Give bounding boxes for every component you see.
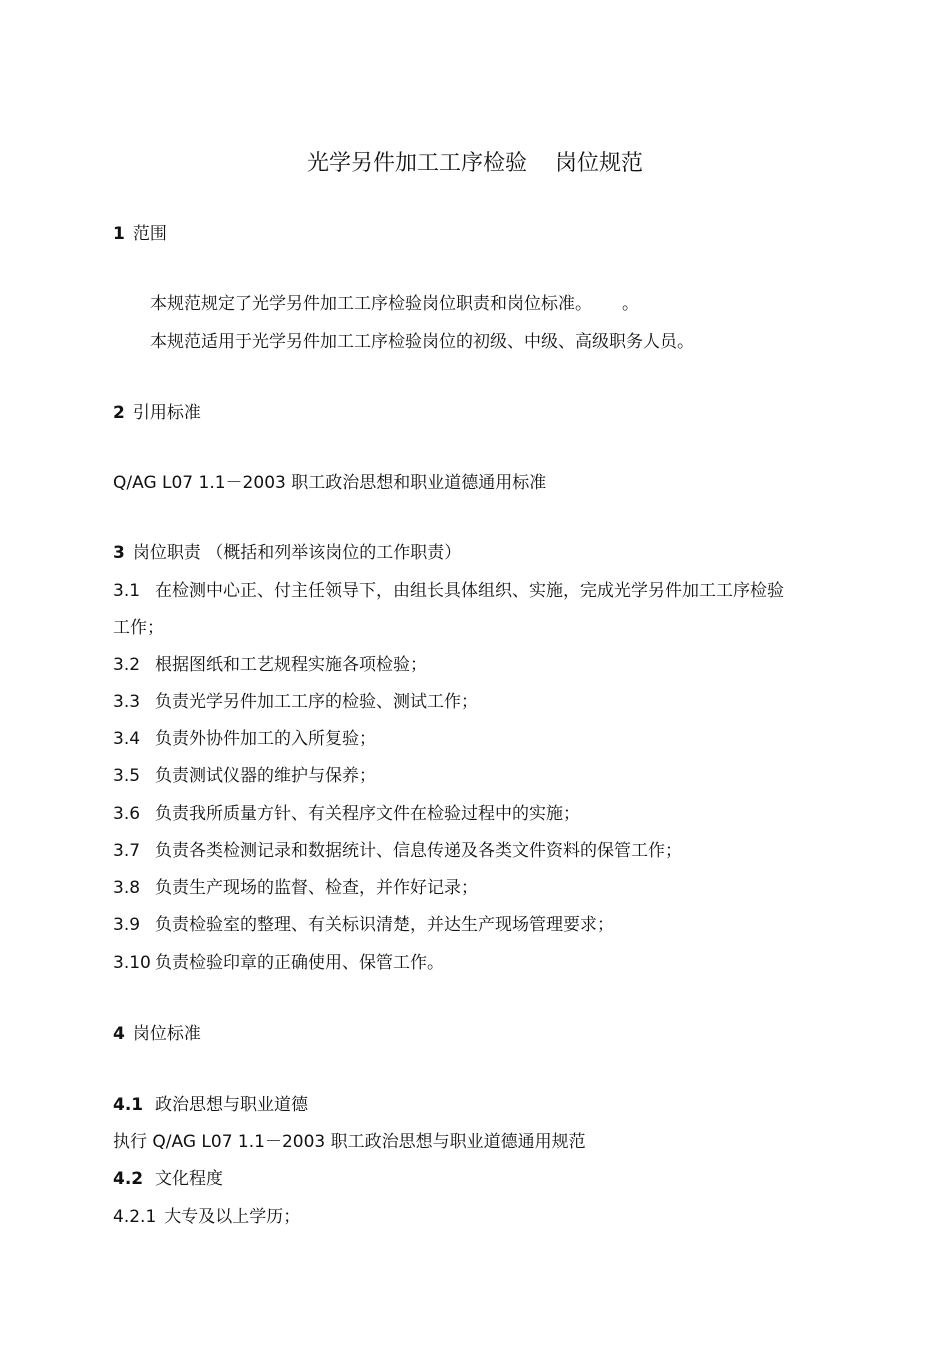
item-number: 3.8 bbox=[113, 878, 141, 898]
subsection-4-2-heading bbox=[113, 1168, 223, 1190]
section-number: 3 bbox=[113, 543, 125, 563]
item-text: 根据图纸和工艺规程实施各项检验； bbox=[155, 655, 427, 675]
duty-item bbox=[113, 877, 478, 899]
item-text: 负责检验印章的正确使用、保管工作。 bbox=[155, 953, 444, 973]
section-title: 范围 bbox=[132, 224, 167, 244]
section-number: 4 bbox=[113, 1024, 125, 1044]
duty-item-continuation: 工作； bbox=[113, 618, 164, 638]
duty-item bbox=[113, 728, 376, 750]
reference-standard: Q/AG L07 1.1－2003 职工政治思想和职业道德通用标准 bbox=[113, 473, 547, 493]
item-number: 3.3 bbox=[113, 692, 141, 712]
subsection-title: 文化程度 bbox=[155, 1169, 223, 1189]
duty-item bbox=[113, 914, 614, 936]
item-number: 3.1 bbox=[113, 581, 141, 601]
item-text: 大专及以上学历； bbox=[164, 1207, 301, 1227]
section-number: 2 bbox=[113, 403, 125, 423]
title-part-1: 光学另件加工工序检验 bbox=[306, 151, 527, 176]
subsection-4-1-text: 执行 Q/AG L07 1.1－2003 职工政治思想与职业道德通用规范 bbox=[113, 1132, 586, 1152]
section-title: 引用标准 bbox=[132, 403, 201, 423]
scope-paragraph-2: 本规范适用于光学另件加工工序检验岗位的初级、中级、高级职务人员。 bbox=[150, 332, 694, 352]
subsection-4-2-1 bbox=[113, 1206, 300, 1228]
duty-item bbox=[113, 952, 444, 974]
duty-item bbox=[113, 765, 376, 787]
item-text: 负责生产现场的监督、检查，并作好记录； bbox=[155, 878, 478, 898]
subsection-number: 4.1 bbox=[113, 1095, 144, 1115]
section-3-heading bbox=[113, 542, 461, 564]
subsection-number: 4.2 bbox=[113, 1169, 144, 1189]
section-2-heading bbox=[113, 402, 201, 424]
item-number: 3.6 bbox=[113, 804, 141, 824]
duty-item bbox=[113, 654, 427, 676]
item-number: 4.2.1 bbox=[113, 1207, 157, 1227]
item-number: 3.5 bbox=[113, 766, 141, 786]
subsection-title: 政治思想与职业道德 bbox=[155, 1095, 308, 1115]
item-number: 3.10 bbox=[113, 953, 151, 973]
duty-item bbox=[113, 691, 478, 713]
item-number: 3.4 bbox=[113, 729, 141, 749]
scope-paragraph-1 bbox=[150, 293, 639, 315]
item-text: 负责光学另件加工工序的检验、测试工作； bbox=[155, 692, 478, 712]
item-number: 3.2 bbox=[113, 655, 141, 675]
section-title: 岗位职责 （概括和列举该岗位的工作职责） bbox=[132, 543, 462, 563]
item-text: 在检测中心正、付主任领导下，由组长具体组织、实施，完成光学另件加工工序检验 bbox=[155, 581, 784, 601]
section-1-heading bbox=[113, 223, 167, 245]
document-title bbox=[0, 150, 950, 178]
section-number: 1 bbox=[113, 224, 125, 244]
section-title: 岗位标准 bbox=[132, 1024, 201, 1044]
duty-item bbox=[113, 803, 580, 825]
item-text: 负责我所质量方针、有关程序文件在检验过程中的实施； bbox=[155, 804, 580, 824]
item-text: 负责各类检测记录和数据统计、信息传递及各类文件资料的保管工作； bbox=[155, 841, 682, 861]
item-number: 3.9 bbox=[113, 915, 141, 935]
title-part-2: 岗位规范 bbox=[555, 151, 644, 176]
item-text: 负责检验室的整理、有关标识清楚，并达生产现场管理要求； bbox=[155, 915, 614, 935]
item-text: 负责外协件加工的入所复验； bbox=[155, 729, 376, 749]
duty-item bbox=[113, 840, 682, 862]
paragraph-text: 本规范规定了光学另件加工工序检验岗位职责和岗位标准。 bbox=[150, 294, 592, 314]
section-4-heading bbox=[113, 1023, 201, 1045]
duty-item bbox=[113, 580, 784, 602]
item-number: 3.7 bbox=[113, 841, 141, 861]
subsection-4-1-heading bbox=[113, 1094, 308, 1116]
paragraph-tail: 。 bbox=[622, 294, 639, 314]
item-text: 负责测试仪器的维护与保养； bbox=[155, 766, 376, 786]
